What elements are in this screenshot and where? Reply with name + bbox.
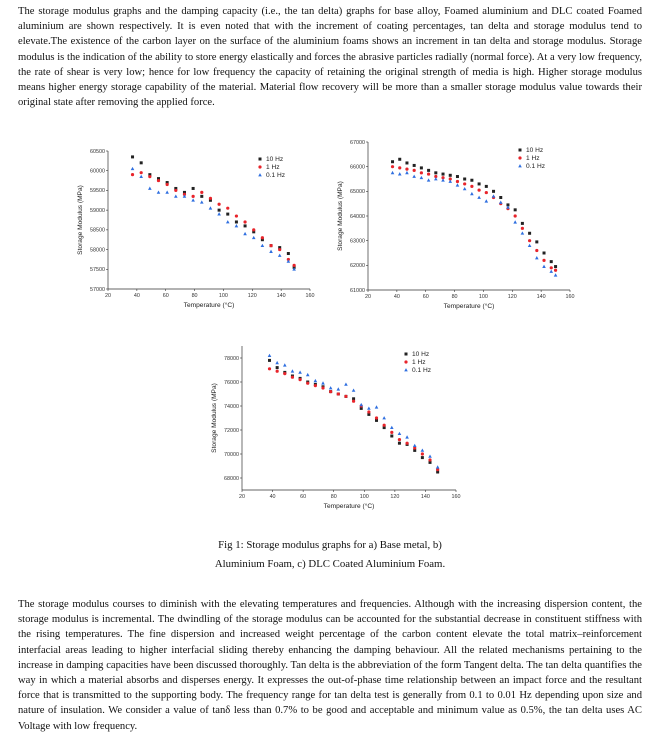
legend: [404, 351, 431, 374]
data-point: [329, 390, 332, 393]
data-point: [287, 252, 290, 255]
legend-marker: [258, 165, 261, 168]
data-point: [383, 424, 386, 427]
data-point: [337, 387, 341, 390]
x-axis-title: Temperature (°C): [183, 302, 235, 309]
data-point: [398, 166, 401, 169]
x-tick-label: 120: [247, 293, 257, 299]
data-point: [157, 191, 161, 194]
data-point: [359, 403, 363, 406]
data-point: [244, 224, 247, 227]
legend-label: 1 Hz: [526, 155, 540, 163]
data-point: [291, 376, 294, 379]
data-point: [413, 444, 417, 447]
data-point: [140, 171, 143, 174]
y-tick-label: 58000: [90, 247, 105, 254]
data-point: [391, 160, 394, 163]
data-point: [268, 359, 271, 362]
legend-marker: [518, 156, 521, 159]
data-point: [298, 371, 302, 374]
data-point: [306, 373, 310, 376]
data-point: [463, 182, 466, 185]
data-point: [420, 166, 423, 169]
data-point: [477, 196, 481, 199]
x-tick-label: 140: [420, 494, 430, 500]
data-point: [413, 164, 416, 167]
y-tick-label: 68000: [224, 475, 239, 482]
data-point: [521, 222, 524, 225]
caption-line-2: Aluminium Foam, c) DLC Coated Aluminium Foam.: [214, 558, 446, 570]
data-point: [499, 196, 502, 199]
data-point: [200, 200, 204, 203]
data-point: [268, 367, 271, 370]
y-tick-label: 59000: [90, 207, 105, 214]
data-point: [550, 260, 553, 263]
y-tick-label: 70000: [224, 451, 239, 458]
legend-label: 1 Hz: [266, 164, 280, 172]
data-point: [243, 232, 247, 235]
x-tick-label: 40: [393, 294, 400, 300]
data-point: [390, 435, 393, 438]
data-point: [528, 232, 531, 235]
data-point: [427, 178, 431, 181]
data-point: [252, 228, 255, 231]
data-point: [390, 431, 393, 434]
series-10-hz: [268, 359, 439, 474]
data-point: [306, 382, 309, 385]
data-point: [499, 201, 503, 204]
data-point: [542, 259, 545, 262]
data-point: [470, 192, 474, 195]
data-point: [131, 167, 135, 170]
legend-label: 0.1 Hz: [266, 172, 286, 180]
data-point: [470, 185, 473, 188]
data-point: [398, 438, 401, 441]
data-point: [427, 172, 430, 175]
data-point: [367, 410, 370, 413]
data-point: [217, 212, 221, 215]
x-tick-label: 160: [305, 293, 315, 299]
data-point: [243, 220, 246, 223]
data-point: [344, 395, 347, 398]
data-point: [269, 250, 273, 253]
data-point: [269, 244, 272, 247]
data-point: [420, 171, 423, 174]
data-point: [492, 190, 495, 193]
data-point: [421, 456, 424, 459]
data-point: [321, 381, 325, 384]
y-tick-label: 62000: [350, 263, 365, 270]
data-point: [235, 214, 238, 217]
x-tick-label: 60: [162, 293, 169, 299]
data-point: [535, 249, 538, 252]
data-point: [192, 195, 195, 198]
y-tick-label: 57500: [90, 267, 105, 274]
data-point: [375, 416, 378, 419]
y-axis-title: Storage Modulus (MPa): [77, 185, 84, 255]
data-point: [291, 369, 295, 372]
data-point: [442, 173, 445, 176]
legend-marker: [519, 149, 522, 152]
legend-marker: [405, 353, 408, 356]
data-point: [398, 442, 401, 445]
data-point: [456, 175, 459, 178]
data-point: [550, 266, 553, 269]
data-point: [528, 239, 531, 242]
data-point: [420, 176, 424, 179]
data-point: [337, 392, 340, 395]
data-point: [485, 185, 488, 188]
data-point: [554, 273, 558, 276]
y-tick-label: 60500: [90, 148, 105, 155]
x-tick-label: 80: [330, 494, 337, 500]
x-tick-label: 160: [451, 494, 461, 500]
data-point: [131, 173, 134, 176]
discussion-paragraph: The storage modulus courses to diminish with the elevating temperatures and frequencies. Although with the increasing dispersion content, the storage modulus is incremental. The dwindling of the storage modulus can be accounted for the substantial decrease in constituent stiffness with the rising temperatures. The fine dispersion and increased weight percentage of the carbon content elevate the total matrix–reinforcement interfacial areas leading to higher interfacial sliding thereby enhancing the damping behaviour. All the related mechanisms pertaining to the increase in damping capacities have been discussed thoroughly. Tan delta is the abbreviation of the form Tangent delta. The tan delta quantifies the way in which a material absorbs and disperses energy. It expresses the out-of-phase time relationship between an impact force and the resultant force that is transmitted to the supporting body. The frequency range for tan delta test is generally from 0.1 to 0.01 Hz depending upon size and nature of insulation. We consider a value of tanδ less than 0.7% to be good and acceptable and minimum value as 0.5%, the tan delta uses AC Voltage with low frequency.: [18, 599, 642, 732]
legend-label: 0.1 Hz: [526, 163, 546, 171]
y-tick-label: 63000: [350, 238, 365, 245]
data-point: [148, 175, 151, 178]
chart-dlc-coated-foam: [200, 334, 470, 520]
data-point: [448, 180, 452, 183]
data-point: [514, 208, 517, 211]
data-point: [405, 161, 408, 164]
legend: [518, 147, 545, 170]
data-point: [470, 179, 473, 182]
x-tick-label: 40: [133, 293, 140, 299]
y-axis-title: Storage Modulus (MPa): [211, 383, 218, 453]
data-point: [554, 265, 557, 268]
data-point: [543, 252, 546, 255]
series-1-hz: [268, 367, 439, 471]
y-tick-label: 66000: [350, 164, 365, 171]
data-point: [276, 370, 279, 373]
x-tick-label: 20: [365, 294, 371, 300]
data-point: [275, 361, 279, 364]
legend-label: 10 Hz: [266, 156, 284, 164]
data-point: [398, 172, 402, 175]
data-point: [226, 213, 229, 216]
data-point: [549, 270, 553, 273]
legend-marker: [259, 158, 262, 161]
data-point: [554, 269, 557, 272]
data-point: [283, 363, 287, 366]
y-tick-label: 72000: [224, 427, 239, 434]
series-1-hz: [391, 165, 557, 272]
data-point: [463, 178, 466, 181]
data-point: [314, 379, 318, 382]
data-point: [398, 158, 401, 161]
data-point: [514, 214, 517, 217]
data-point: [352, 400, 355, 403]
data-point: [542, 265, 546, 268]
data-point: [261, 236, 264, 239]
data-point: [421, 449, 425, 452]
data-point: [192, 187, 195, 190]
data-point: [252, 236, 256, 239]
data-point: [478, 182, 481, 185]
chart-aluminium-foam: [330, 138, 590, 320]
legend-label: 10 Hz: [526, 147, 544, 155]
data-point: [421, 452, 424, 455]
data-point: [174, 194, 178, 197]
data-point: [209, 197, 212, 200]
data-point: [398, 432, 402, 435]
data-point: [139, 175, 143, 178]
data-point: [191, 198, 195, 201]
caption-line-1: Fig 1: Storage modulus graphs for a) Base metal, b): [218, 539, 442, 551]
data-point: [344, 383, 348, 386]
data-point: [478, 189, 481, 192]
data-point: [413, 169, 416, 172]
data-point: [209, 206, 213, 209]
x-tick-label: 140: [536, 294, 546, 300]
data-point: [405, 168, 408, 171]
legend: [258, 156, 285, 179]
data-point: [200, 191, 203, 194]
data-point: [382, 416, 386, 419]
data-point: [140, 161, 143, 164]
legend-marker: [258, 173, 262, 176]
x-tick-label: 20: [105, 293, 111, 299]
x-tick-label: 100: [359, 494, 369, 500]
y-tick-label: 65000: [350, 189, 365, 196]
x-tick-label: 80: [451, 294, 458, 300]
data-point: [226, 207, 229, 210]
legend-label: 1 Hz: [412, 359, 426, 367]
data-point: [521, 231, 525, 234]
y-tick-label: 78000: [224, 355, 239, 362]
x-tick-label: 160: [565, 294, 575, 300]
data-point: [293, 264, 296, 267]
x-tick-label: 100: [218, 293, 228, 299]
y-tick-label: 59500: [90, 188, 105, 195]
data-point: [535, 240, 538, 243]
data-point: [166, 183, 169, 186]
data-point: [235, 224, 239, 227]
data-point: [428, 458, 431, 461]
data-point: [200, 195, 203, 198]
y-tick-label: 60000: [90, 168, 105, 175]
y-tick-label: 57000: [90, 286, 105, 293]
data-point: [174, 189, 177, 192]
x-tick-label: 100: [478, 294, 488, 300]
data-point: [412, 175, 416, 178]
data-point: [261, 244, 265, 247]
data-point: [367, 407, 371, 410]
data-point: [148, 187, 152, 190]
data-point: [405, 442, 408, 445]
x-tick-label: 60: [422, 294, 429, 300]
x-tick-label: 140: [276, 293, 286, 299]
figure-caption: [120, 536, 540, 574]
data-point: [535, 256, 539, 259]
data-point: [463, 187, 467, 190]
data-point: [131, 155, 134, 158]
y-axis-title: Storage Modulus (MPa): [337, 181, 344, 251]
data-point: [165, 191, 169, 194]
legend-label: 0.1 Hz: [412, 367, 432, 375]
x-tick-label: 120: [390, 494, 400, 500]
data-point: [218, 209, 221, 212]
series-01-hz: [131, 167, 296, 271]
data-point: [268, 354, 272, 357]
data-point: [427, 169, 430, 172]
y-tick-label: 64000: [350, 213, 365, 220]
x-tick-label: 80: [191, 293, 198, 299]
data-point: [391, 171, 395, 174]
data-point: [441, 178, 445, 181]
data-point: [456, 183, 460, 186]
data-point: [434, 177, 438, 180]
series-10-hz: [391, 158, 557, 268]
data-point: [314, 384, 317, 387]
data-point: [456, 180, 459, 183]
y-tick-label: 61000: [350, 287, 365, 294]
x-tick-label: 120: [507, 294, 517, 300]
data-point: [485, 191, 488, 194]
data-point: [434, 171, 437, 174]
data-point: [278, 248, 281, 251]
data-point: [513, 220, 517, 223]
data-point: [405, 171, 409, 174]
x-tick-label: 20: [239, 494, 245, 500]
legend-label: 10 Hz: [412, 351, 430, 359]
data-point: [329, 386, 333, 389]
data-point: [405, 435, 409, 438]
x-tick-label: 60: [300, 494, 307, 500]
y-tick-label: 58500: [90, 227, 105, 234]
data-point: [235, 220, 238, 223]
x-tick-label: 40: [269, 494, 276, 500]
legend-marker: [518, 164, 522, 167]
legend-marker: [404, 368, 408, 371]
intro-paragraph: The storage modulus graphs and the damping capacity (i.e., the tan delta) graphs for base alloy, Foamed aluminium and DLC coated Foamed aluminium are shown respectively. It is even noted that with the increment of coating percentages, tan delta and storage modulus tend to elevate.The existence of the carbon layer on the surface of the aluminium foams shows an increment in tan delta and storage modulus. Storage modulus is the indication of the ability to store energy elastically and forces the abrasive particles radially (normal force). At a very low frequency, the rate of shear is very low; hence for low frequency the capacity of retaining the original strength of media is high. Higher storage modulus means higher energy storage capability of the material. Material flow recovery will be more than a smaller storage modulus value towards their original state after removing the applied force.: [18, 6, 642, 109]
x-axis-title: Temperature (°C): [443, 303, 495, 310]
data-point: [449, 174, 452, 177]
x-axis-title: Temperature (°C): [323, 503, 375, 510]
data-point: [157, 179, 160, 182]
data-point: [428, 455, 432, 458]
chart-base-metal: [72, 138, 332, 320]
data-point: [528, 244, 532, 247]
series-01-hz: [391, 171, 558, 277]
data-point: [226, 220, 230, 223]
data-point: [436, 465, 440, 468]
y-tick-label: 67000: [350, 139, 365, 146]
data-point: [521, 227, 524, 230]
data-point: [218, 203, 221, 206]
data-point: [276, 366, 279, 369]
legend-marker: [404, 360, 407, 363]
data-point: [485, 199, 489, 202]
data-point: [278, 254, 282, 257]
data-point: [298, 378, 301, 381]
data-point: [391, 165, 394, 168]
y-tick-label: 76000: [224, 379, 239, 386]
y-tick-label: 74000: [224, 403, 239, 410]
data-point: [283, 372, 286, 375]
data-point: [390, 426, 394, 429]
data-point: [375, 405, 379, 408]
data-point: [492, 194, 496, 197]
data-point: [321, 386, 324, 389]
data-point: [352, 389, 356, 392]
